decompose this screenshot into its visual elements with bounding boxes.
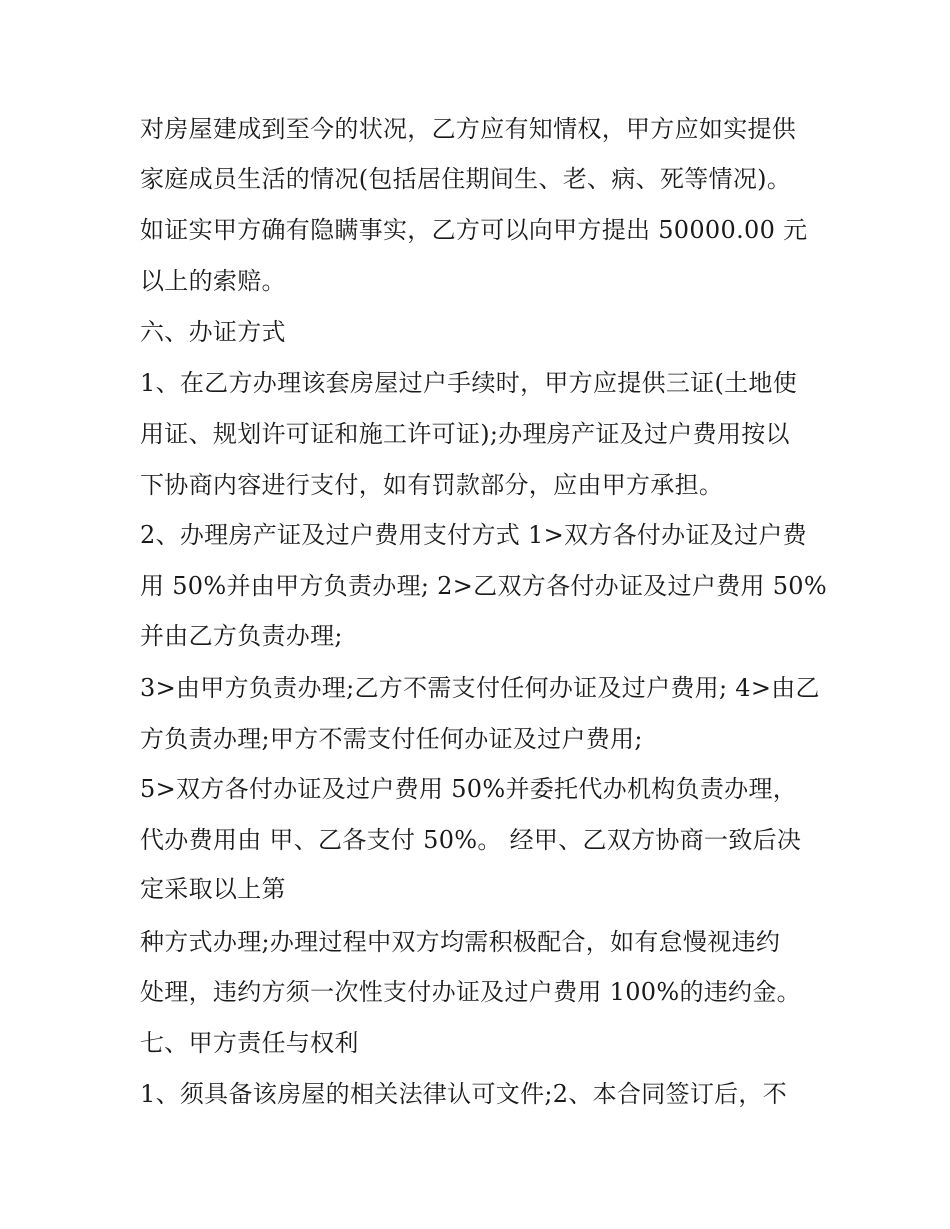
- text-line: 下协商内容进行支付，如有罚款部分，应由甲方承担。: [140, 471, 724, 499]
- text-line: 用证、规划许可证和施工许可证);办理房产证及过户费用按以: [140, 420, 790, 448]
- text-line: 家庭成员生活的情况(包括居住期间生、老、病、死等情况)。: [140, 165, 792, 193]
- text-line: 用 50%并由甲方负责办理; 2>乙双方各付办证及过户费用 50%: [140, 572, 827, 600]
- text-line: 处理，违约方须一次性支付办证及过户费用 100%的违约金。: [140, 978, 801, 1006]
- text-line: 方负责办理;甲方不需支付任何办证及过户费用;: [140, 725, 643, 753]
- text-line: 以上的索赔。: [140, 267, 286, 295]
- text-line: 3>由甲方负责办理;乙方不需支付任何办证及过户费用; 4>由乙: [140, 674, 820, 702]
- text-line: 1、在乙方办理该套房屋过户手续时，甲方应提供三证(土地使: [140, 369, 798, 397]
- text-line: 并由乙方负责办理;: [140, 622, 343, 650]
- text-line: 种方式办理;办理过程中双方均需积极配合，如有怠慢视违约: [140, 928, 781, 956]
- text-line: 定采取以上第: [140, 875, 286, 903]
- text-line: 2、办理房产证及过户费用支付方式 1>双方各付办证及过户费: [140, 521, 807, 549]
- text-line: 对房屋建成到至今的状况，乙方应有知情权，甲方应如实提供: [140, 115, 797, 143]
- text-line: 1、须具备该房屋的相关法律认可文件;2、本合同签订后，不: [140, 1080, 788, 1108]
- text-line: 代办费用由 甲、乙各支付 50%。 经甲、乙双方协商一致后决: [140, 826, 802, 854]
- text-line: 5>双方各付办证及过户费用 50%并委托代办机构负责办理，: [140, 775, 798, 803]
- section-heading-6: 六、办证方式: [140, 318, 286, 346]
- section-heading-7: 七、甲方责任与权利: [140, 1029, 359, 1057]
- text-line: 如证实甲方确有隐瞒事实，乙方可以向甲方提出 50000.00 元: [140, 216, 808, 244]
